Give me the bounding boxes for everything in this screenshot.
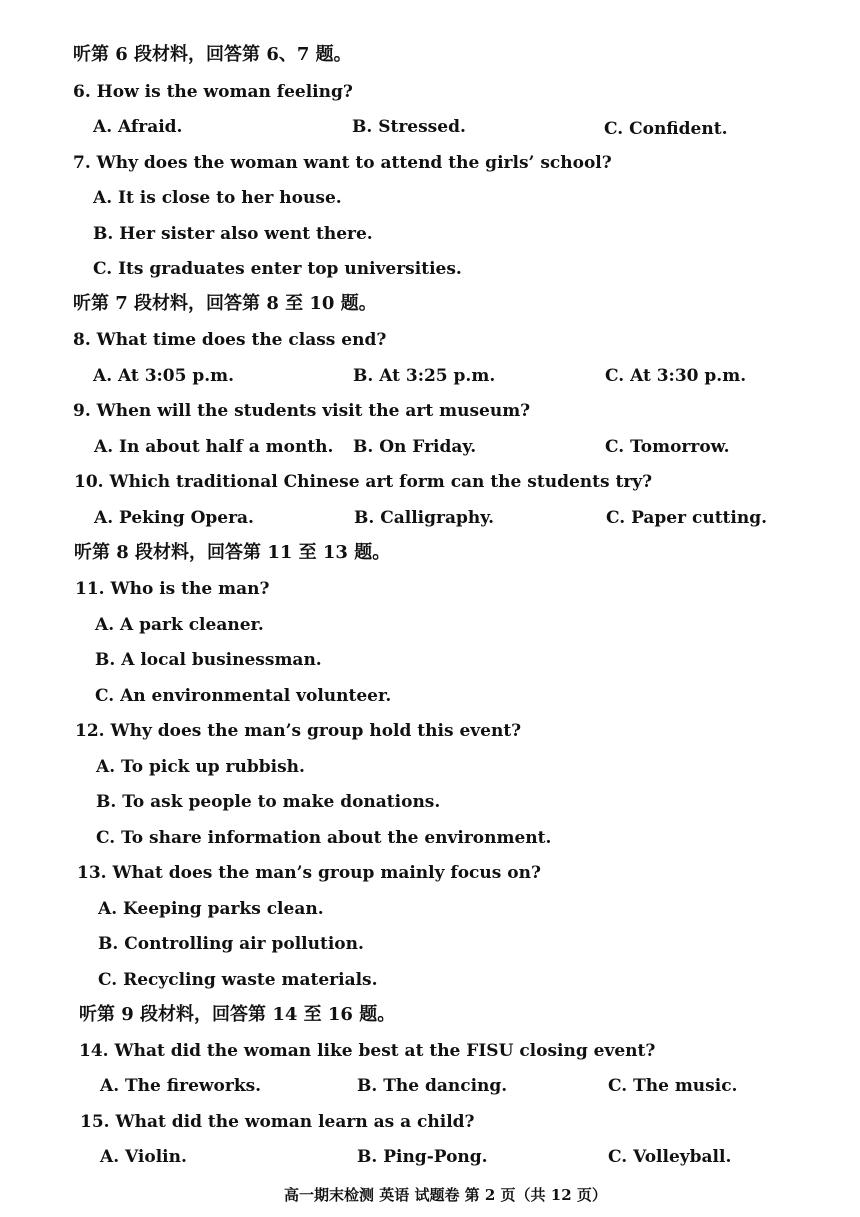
option-b: B. Her sister also went there. xyxy=(93,224,373,244)
option-b: B. Ping-Pong. xyxy=(357,1147,488,1167)
option-c: C. To share information about the environment. xyxy=(96,828,552,848)
option-a: A. The fireworks. xyxy=(100,1076,262,1096)
section-header: 听第 6 段材料，回答第 6、7 题。 xyxy=(73,44,352,65)
question-stem: 9. When will the students visit the art museum? xyxy=(73,401,531,421)
page-footer: 高一期末检测 英语 试题卷 第 2 页（共 12 页） xyxy=(284,1186,607,1204)
option-a: A. Peking Opera. xyxy=(94,508,254,528)
option-a: A. Violin. xyxy=(100,1147,187,1167)
question-stem: 7. Why does the woman want to attend the girls’ school? xyxy=(73,153,612,173)
option-c: C. At 3:30 p.m. xyxy=(605,366,747,386)
question-stem: 8. What time does the class end? xyxy=(73,330,387,350)
question-stem: 15. What did the woman learn as a child? xyxy=(80,1112,475,1132)
option-b: B. At 3:25 p.m. xyxy=(353,366,496,386)
option-c: C. An environmental volunteer. xyxy=(95,686,392,706)
question-stem: 10. Which traditional Chinese art form can the students try? xyxy=(74,472,653,492)
question-stem: 13. What does the man’s group mainly focus on? xyxy=(77,863,541,883)
option-a: A. Afraid. xyxy=(93,117,183,137)
question-stem: 11. Who is the man? xyxy=(75,579,270,599)
option-b: B. Stressed. xyxy=(352,117,466,137)
option-c: C. Recycling waste materials. xyxy=(98,970,378,990)
option-a: A. At 3:05 p.m. xyxy=(93,366,235,386)
option-c: C. Confident. xyxy=(604,119,728,139)
option-c: C. The music. xyxy=(608,1076,738,1096)
question-stem: 6. How is the woman feeling? xyxy=(73,82,353,102)
question-stem: 14. What did the woman like best at the FISU closing event? xyxy=(79,1041,656,1061)
question-stem: 12. Why does the man’s group hold this event? xyxy=(75,721,522,741)
option-a: A. It is close to her house. xyxy=(93,188,342,208)
option-b: B. A local businessman. xyxy=(95,650,322,670)
option-c: C. Its graduates enter top universities. xyxy=(93,259,462,279)
section-header: 听第 8 段材料，回答第 11 至 13 题。 xyxy=(74,542,391,563)
option-b: B. Controlling air pollution. xyxy=(98,934,364,954)
option-a: A. In about half a month. xyxy=(94,437,334,457)
option-c: C. Paper cutting. xyxy=(606,508,768,528)
option-a: A. A park cleaner. xyxy=(95,615,264,635)
section-header: 听第 7 段材料，回答第 8 至 10 题。 xyxy=(73,293,377,314)
option-a: A. Keeping parks clean. xyxy=(98,899,324,919)
option-a: A. To pick up rubbish. xyxy=(96,757,305,777)
option-b: B. Calligraphy. xyxy=(354,508,495,528)
option-c: C. Tomorrow. xyxy=(605,437,730,457)
option-b: B. To ask people to make donations. xyxy=(96,792,441,812)
option-c: C. Volleyball. xyxy=(608,1147,732,1167)
option-b: B. On Friday. xyxy=(353,437,477,457)
option-b: B. The dancing. xyxy=(357,1076,508,1096)
section-header: 听第 9 段材料，回答第 14 至 16 题。 xyxy=(79,1004,396,1025)
